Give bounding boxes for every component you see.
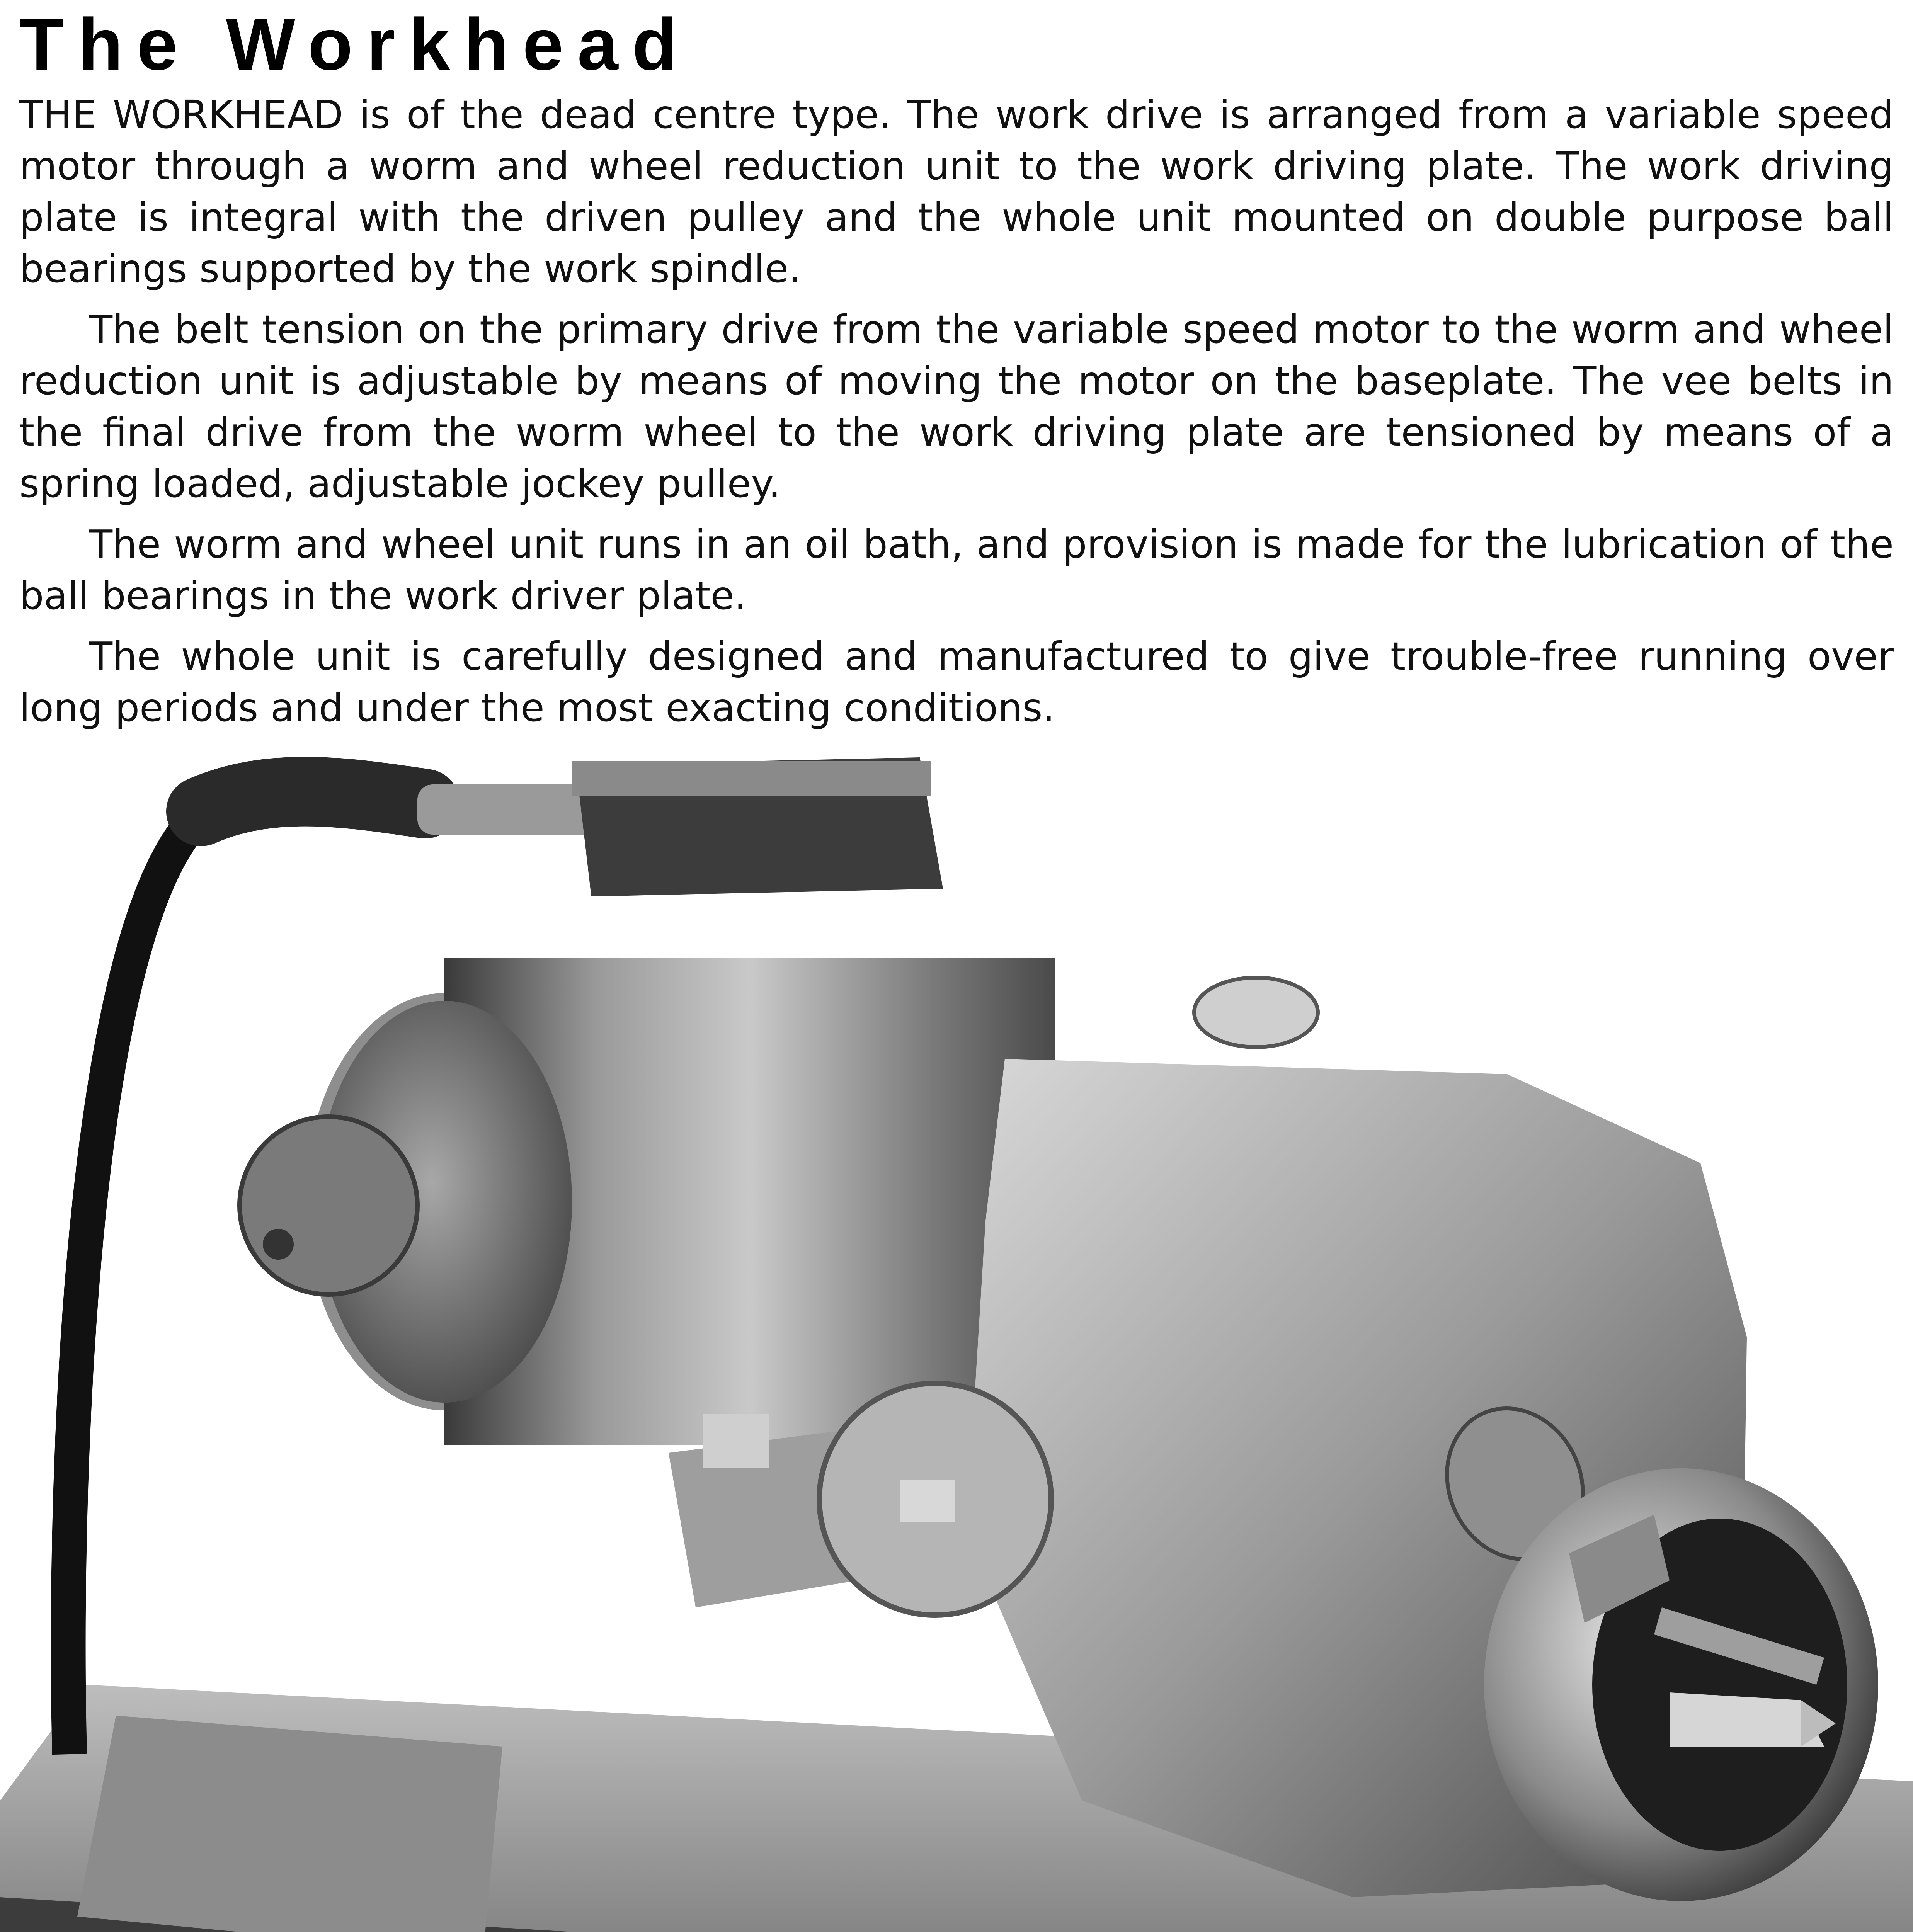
paragraph-2: The belt tension on the primary drive from the variable speed motor to the worm and wheel reduction unit is adjustable by means of moving the motor on the baseplate. The vee belts in the final drive from the worm wheel to the work driving plate are tensioned by means of a spring loaded, adjustable jockey pulley. [19, 307, 1894, 506]
workhead-photo [0, 757, 1913, 1932]
page-title: The Workhead [19, 3, 691, 85]
paragraph-4: The whole unit is carefully designed and manufactured to give trouble-free running over long periods and under the most exacting conditions. [19, 634, 1894, 730]
paragraph-1: THE WORKHEAD is of the dead centre type. The work drive is arranged from a variable speed motor through a worm and wheel reduction unit to the work driving plate. The work driving plate is integral with the driven pulley and the whole unit mounted on double purpose ball bearings supported by the work spindle. [19, 92, 1894, 291]
description-text [19, 89, 1894, 743]
paragraph-3: The worm and wheel unit runs in an oil bath, and provision is made for the lubrication of the ball bearings in the work driver plate. [19, 522, 1894, 618]
